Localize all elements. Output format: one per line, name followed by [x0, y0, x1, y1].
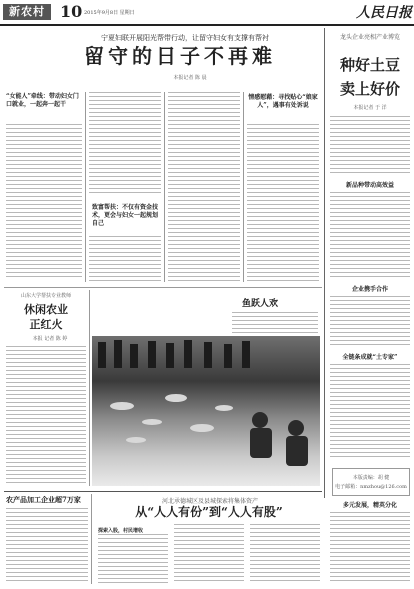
lead-body-col-4: [247, 124, 319, 282]
bottom-main-title: 从“人人有份”到“人人有股”: [135, 505, 283, 519]
right-subhead-2: 企业携手合作: [351, 286, 388, 293]
photo-caption-text: [232, 312, 318, 334]
lead-body-col-1: [6, 124, 82, 280]
masthead: [0, 0, 414, 26]
bottom-left-body: [6, 508, 88, 584]
bottom-main-body-3: [250, 524, 320, 584]
right-body-b: [330, 192, 410, 280]
lead-subhead-3: 致富帮扶：不仅有资金技术，更会与妇女一起规划自己: [92, 204, 159, 227]
photo-feature-title: 鱼跃人欢: [241, 299, 278, 309]
right-body-c: [330, 296, 410, 348]
column-rule: [91, 494, 92, 584]
lead-title: 留守的日子不再难: [84, 44, 276, 68]
section-rule: [4, 287, 322, 288]
bottom-left-title: 农产品加工企业超7万家: [6, 495, 81, 504]
editor-line-2: 电子邮箱：nmzhou@126.com: [335, 484, 407, 490]
issue-date: 2015年9月8日 星期日: [84, 10, 135, 16]
bottom-main-subhead: 探索入股，村民增收: [98, 528, 144, 534]
section-rule: [324, 28, 325, 498]
right-body-d: [330, 364, 410, 460]
section-rule: [4, 491, 322, 492]
lead-kicker: 宁夏妇联开展阳光帮带行动，让留守妇女有支撑有帮衬: [101, 34, 269, 42]
left-feature-kicker: 山东大学帮扶专业教师: [20, 293, 71, 299]
left-feature-title-2: 正红火: [29, 318, 63, 331]
column-rule: [85, 92, 86, 282]
left-feature-byline: 本报 记者 陈 婷: [32, 336, 68, 342]
section-label: 新农村: [3, 4, 51, 20]
bottom-main-kicker: 河北承德城区及县城探索将集体资产: [161, 498, 258, 505]
right-body-a: [330, 116, 410, 176]
right-kicker: 龙头企业亮相产业博览: [339, 34, 400, 41]
lead-body-col-2b: [89, 236, 161, 282]
page-number: 10: [60, 2, 83, 21]
lead-body-col-2a: [89, 92, 161, 196]
lead-byline: 本报记者 陈 晨: [173, 75, 207, 81]
column-rule: [164, 92, 165, 282]
lead-subhead-1: “女能人”牵线：带动妇女门口就业，一起奔一起干: [6, 93, 79, 108]
fishing-photo: [92, 336, 320, 486]
right-byline: 本报记者 于 洋: [353, 105, 387, 111]
right-title-line-2: 卖上好价: [339, 80, 400, 98]
bottom-right-body: [330, 512, 410, 584]
left-feature-body: [6, 346, 86, 484]
lead-body-col-3: [168, 92, 240, 282]
newspaper-logo: 人民日报: [356, 5, 412, 21]
left-feature-title-1: 休闲农业: [24, 303, 68, 316]
column-rule: [89, 290, 90, 486]
lead-subhead-2: 情感慰藉：寻找贴心“娘家人”，遇事有处诉说: [248, 94, 318, 109]
right-title-line-1: 种好土豆: [339, 56, 400, 74]
editor-box: [332, 468, 410, 496]
right-subhead-1: 新品种带动高效益: [345, 182, 394, 189]
column-rule: [243, 92, 244, 282]
bottom-main-body-1: [98, 534, 168, 584]
right-subhead-3: 全链条成就“土专家”: [342, 354, 398, 361]
bottom-right-title: 多元发展，精英分化: [342, 502, 397, 509]
editor-line-1: 本版责编：胡 健: [352, 475, 390, 481]
bottom-main-body-2: [174, 524, 244, 584]
